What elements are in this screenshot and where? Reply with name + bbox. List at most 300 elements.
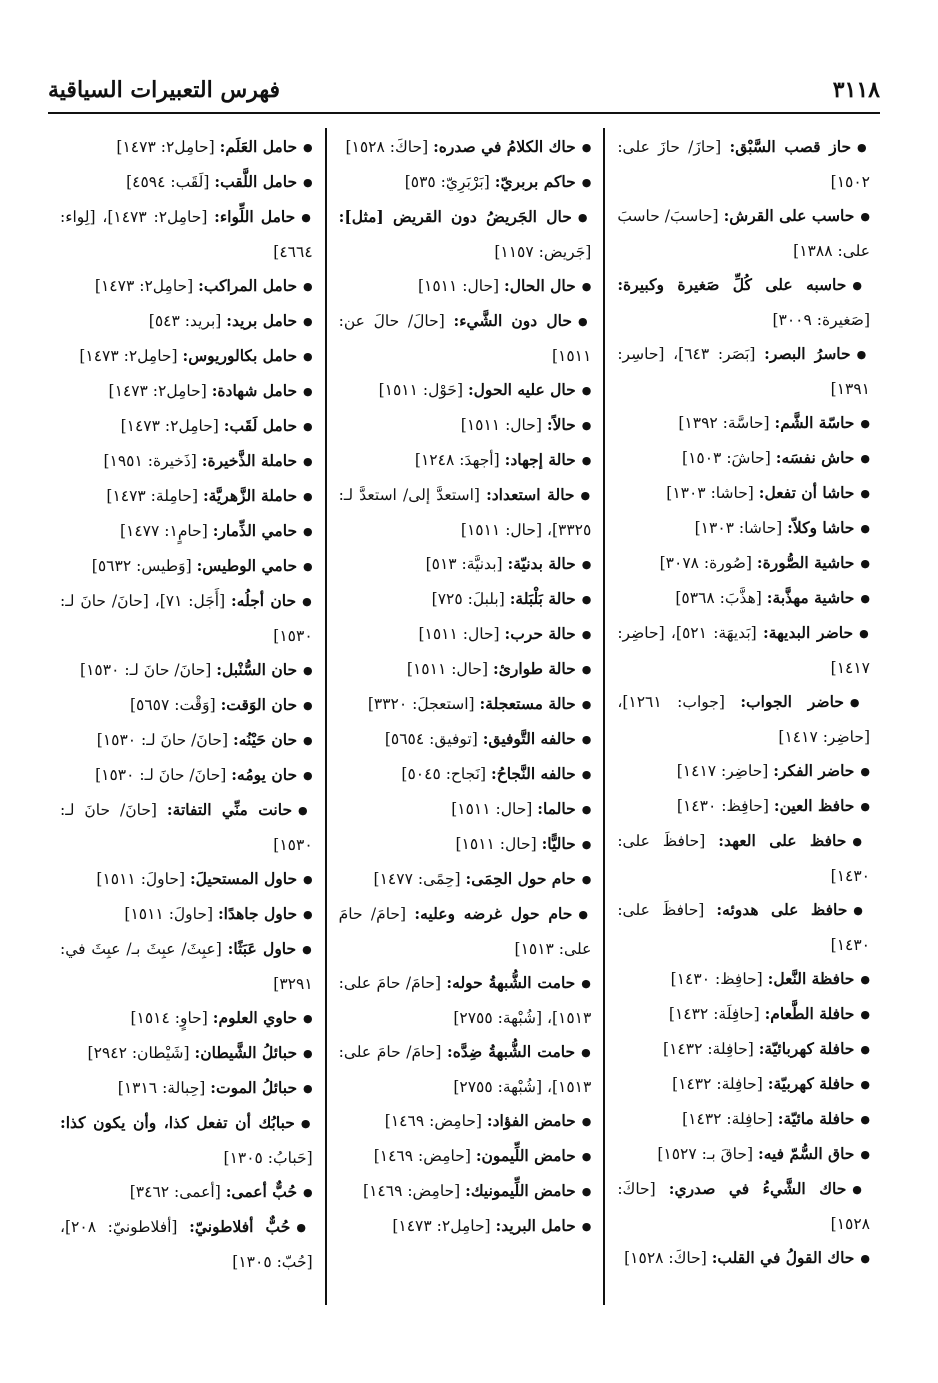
bullet-icon: ●	[581, 419, 592, 432]
entry-term: حاول عَبَثًا:	[227, 939, 297, 958]
index-entry	[339, 792, 592, 827]
index-entry	[60, 1210, 313, 1279]
index-entry	[339, 897, 592, 966]
entry-term: حاك الشَّيءُ في صدري:	[668, 1179, 847, 1198]
entry-term: حانت منِّي التفاتة:	[166, 800, 293, 819]
index-entry	[60, 862, 313, 897]
entry-reference: [حامَ/ حامَ على: ١٥١٣]، [شُبْهة: ٢٧٥٥]	[338, 974, 592, 1027]
bullet-icon: ●	[581, 628, 592, 641]
bullet-icon: ●	[860, 592, 870, 605]
entry-reference: [حامِض: ١٤٦٩]	[363, 1182, 461, 1200]
entry-reference: [حامِلة: ١٤٧٣]	[106, 487, 198, 505]
bullet-icon: ●	[581, 558, 592, 571]
bullet-icon: ●	[581, 454, 592, 467]
entry-term: حافلة مائيّة:	[777, 1109, 855, 1128]
index-entry	[617, 1067, 870, 1102]
entry-term: حاكم بربريّ:	[494, 172, 576, 191]
bullet-icon: ●	[581, 593, 592, 606]
entry-term: حالاً:	[546, 415, 576, 434]
entry-term: حاوي العلوم:	[212, 1008, 298, 1027]
entry-term: حامل بكالوريوس:	[182, 346, 298, 365]
entry-reference: [حافِلة: ١٤٣٢]	[663, 1040, 754, 1058]
bullet-icon: ●	[303, 1047, 313, 1060]
index-entry	[60, 130, 313, 165]
index-entry	[60, 653, 313, 688]
bullet-icon: ●	[581, 1046, 592, 1059]
entry-term: حاسب على القرش:	[723, 206, 855, 225]
index-entry	[617, 789, 870, 824]
entry-reference: [حازَ/ حازَ على: ١٥٠٢]	[617, 138, 870, 191]
bullet-icon: ●	[303, 385, 313, 398]
entry-term: حافظ على العهد:	[718, 831, 847, 850]
bullet-icon: ●	[303, 525, 313, 538]
entry-reference: [استعدَّ إلى/ استعدَّ لـ: ٣٣٢٥]، [حال: ١٥١١]	[338, 486, 592, 539]
entry-reference: [وَقْت: ٥٦٥٧]	[129, 696, 216, 714]
bullet-icon: ●	[581, 768, 592, 781]
entry-term: حاسبه على كُلِّ صَغيرة وكبيرة:	[617, 275, 847, 294]
entry-reference: [حافِظ: ١٤٣٠]	[676, 797, 769, 815]
entry-reference: [حِبالة: ١٣١٦]	[117, 1079, 206, 1097]
index-entry	[60, 409, 313, 444]
index-entry	[339, 1174, 592, 1209]
bullet-icon: ●	[860, 557, 870, 570]
entry-term: حامض الفؤاد:	[486, 1111, 576, 1130]
entry-term: حامل شهادة:	[211, 381, 298, 400]
index-entry	[617, 406, 870, 441]
entry-reference: [حال: ١٥١١]	[406, 660, 489, 678]
bullet-icon: ●	[303, 141, 313, 154]
bullet-icon: ●	[581, 384, 592, 397]
index-entry	[339, 827, 592, 862]
entry-term: حاق السُّمّ فيه:	[757, 1144, 855, 1163]
index-entry	[60, 549, 313, 584]
entry-reference: [حامَ/ حامَ على: ١٥١٣]، [شُبْهة: ٢٧٥٥]	[338, 1043, 592, 1096]
bullet-icon: ●	[860, 1252, 870, 1265]
entry-reference: [هذَّبَ: ٥٣٦٨]	[675, 589, 762, 607]
bullet-icon: ●	[860, 1113, 870, 1126]
bullet-icon: ●	[301, 211, 313, 224]
bullet-icon: ●	[303, 908, 313, 921]
index-entry	[339, 200, 592, 269]
index-entry	[617, 1102, 870, 1137]
entry-term: حالة بدنيّة:	[507, 554, 576, 573]
bullet-icon: ●	[303, 769, 313, 782]
entry-reference: [وَطيس: ٥٦٣٢]	[91, 557, 192, 575]
entry-term: حان أجلُه:	[231, 591, 297, 610]
index-entry	[617, 997, 870, 1032]
index-entry	[617, 511, 870, 546]
entry-term: حامل البريد:	[495, 1216, 576, 1235]
entry-reference: [استعجلَ: ٣٣٢٠]	[367, 695, 475, 713]
bullet-icon: ●	[860, 522, 870, 535]
entry-reference: [جَريض: ١١٥٧]	[494, 243, 592, 261]
bullet-icon: ●	[303, 455, 313, 468]
entry-reference: [شَيْطان: ٢٩٤٢]	[87, 1044, 190, 1062]
bullet-icon: ●	[853, 904, 870, 917]
entry-term: حال الحال:	[504, 276, 576, 295]
index-entry	[617, 130, 870, 199]
index-entry	[339, 617, 592, 652]
entry-term: حامل اللِّواء:	[214, 207, 296, 226]
bullet-icon: ●	[303, 560, 313, 573]
index-entry	[339, 1139, 592, 1174]
entry-reference: [ذَخيرة: ١٩٥١]	[103, 452, 197, 470]
entry-reference: [حافظَ على: ١٤٣٠]	[617, 832, 870, 885]
entry-term: حامل بريد:	[226, 311, 298, 330]
bullet-icon: ●	[860, 417, 870, 430]
entry-term: حاضر البديهة:	[762, 623, 854, 642]
bullet-icon: ●	[303, 873, 313, 886]
entry-reference: [حال: ١٥١١]	[417, 277, 500, 295]
entry-reference: [حامِل٢: ١٤٧٣]	[120, 417, 219, 435]
index-entry	[339, 652, 592, 687]
entry-reference: [أجهدَ: ١٢٤٨]	[414, 451, 500, 469]
entry-term: حاملة الذَّخيرة:	[201, 451, 298, 470]
index-entry	[339, 1209, 592, 1244]
bullet-icon: ●	[303, 280, 313, 293]
entry-term: حالة استعداد:	[486, 485, 575, 504]
entry-term: حالفه النَّجاحُ:	[490, 764, 576, 783]
index-entry	[339, 757, 592, 792]
entry-reference: [حَبابُ: ١٣٠٥]	[223, 1149, 313, 1167]
entry-term: حاشا وكلاّ:	[787, 518, 855, 537]
bullet-icon: ●	[581, 733, 592, 746]
entry-term: حامي الوطيس:	[196, 556, 298, 575]
index-entry	[339, 687, 592, 722]
entry-term: حاش نفسَه:	[775, 448, 855, 467]
index-entry	[60, 444, 313, 479]
index-entry	[60, 1071, 313, 1106]
bullet-icon: ●	[303, 176, 313, 189]
entry-term: حاك القولُ في القلب:	[711, 1248, 855, 1267]
entry-reference: [حانَ/ حانَ لـ: ١٥٣٠]	[95, 766, 227, 784]
entry-reference: [بدنيَّة: ٥١٣]	[425, 555, 503, 573]
entry-term: حاك الكلامُ في صدره:	[433, 137, 576, 156]
entry-reference: [حافظَ على: ١٤٣٠]	[617, 901, 870, 954]
bullet-icon: ●	[303, 1082, 313, 1095]
index-entry	[60, 758, 313, 793]
entry-reference: [حاوٍ: ١٥١٤]	[130, 1009, 208, 1027]
index-entry	[60, 1175, 313, 1210]
index-column-left	[48, 128, 327, 1305]
entry-term: حامل لَقَب:	[223, 416, 298, 435]
entry-reference: [حامِل٢: ١٤٧٣]	[94, 277, 194, 295]
entry-reference: [حافِلة: ١٤٣٢]	[682, 1110, 773, 1128]
entry-term: حبائلُ الشَّيطان:	[194, 1043, 298, 1062]
entry-reference: [حامِض: ١٤٦٩]	[384, 1112, 482, 1130]
entry-term: حامت الشُّبهةُ حوله:	[446, 973, 576, 992]
entry-term: حاليًّا:	[541, 834, 576, 853]
entry-reference: [حاسَّة: ١٣٩٢]	[678, 414, 770, 432]
bullet-icon: ●	[298, 804, 313, 817]
index-entry	[60, 584, 313, 653]
entry-reference: [لَقَب: ٤٥٩٤]	[126, 173, 210, 191]
entry-reference: [حافِلة: ١٤٣٢]	[672, 1075, 763, 1093]
entry-reference: [حانَ/ حانَ لـ: ١٥٣٠]	[59, 801, 313, 854]
entry-term: حُبٌّ أعمى:	[225, 1182, 298, 1201]
bullet-icon: ●	[860, 765, 870, 778]
page-title: فهرس التعبيرات السياقية	[48, 77, 281, 103]
entry-term: حاضر الفكر:	[773, 761, 855, 780]
index-column-middle	[327, 128, 606, 1305]
entry-reference: [حاسبَ/ حاسبَ على: ١٣٨٨]	[617, 207, 870, 260]
index-entry	[60, 932, 313, 1001]
entry-reference: [حال: ١٥١١]	[455, 835, 537, 853]
bullet-icon: ●	[581, 1185, 592, 1198]
bullet-icon: ●	[860, 1078, 870, 1091]
entry-reference: [عبِثَ/ عبِثَ بـ/ عبِثَ في: ٣٢٩١]	[59, 940, 313, 993]
bullet-icon: ●	[860, 1008, 870, 1021]
index-entry	[617, 441, 870, 476]
entry-reference: [حاشا: ١٣٠٣]	[666, 484, 754, 502]
bullet-icon: ●	[581, 141, 592, 154]
entry-term: حان حَيْنُه:	[232, 730, 298, 749]
bullet-icon: ●	[581, 803, 592, 816]
index-entry	[617, 1172, 870, 1241]
entry-term: حافظة النَّعل:	[767, 969, 855, 988]
bullet-icon: ●	[303, 420, 313, 433]
index-entry	[60, 514, 313, 549]
index-columns	[48, 128, 882, 1305]
bullet-icon: ●	[581, 1150, 592, 1163]
bullet-icon: ●	[860, 800, 870, 813]
entry-term: حافظ على هدوئه:	[716, 900, 848, 919]
bullet-icon: ●	[860, 1148, 870, 1161]
entry-reference: [حامِل٢: ١٤٧٣]	[392, 1217, 491, 1235]
index-entry	[339, 722, 592, 757]
entry-term: حاول جاهدًا:	[217, 904, 298, 923]
entry-term: حالة بَلْبَلة:	[509, 589, 576, 608]
entry-term: حال دون الشَّيء:	[453, 311, 572, 330]
entry-term: حبائلُ الموت:	[210, 1078, 298, 1097]
entry-term: حان الوَقت:	[220, 695, 298, 714]
index-entry	[339, 443, 592, 478]
index-entry	[617, 893, 870, 962]
bullet-icon: ●	[580, 489, 592, 502]
entry-term: حامض اللِّيمونيك:	[465, 1181, 576, 1200]
bullet-icon: ●	[860, 1043, 870, 1056]
entry-reference: [حاشَ: ١٥٠٣]	[682, 449, 771, 467]
index-entry	[339, 1104, 592, 1139]
bullet-icon: ●	[856, 348, 870, 361]
entry-term: حان يومُه:	[231, 765, 298, 784]
entry-reference: [حافِظ: ١٤٣٠]	[670, 970, 763, 988]
entry-reference: [صَغيرة: ٣٠٠٩]	[772, 311, 870, 329]
entry-reference: [أفلاطونيّ: ٢٠٨]، [حُبّ: ١٣٠٥]	[59, 1218, 313, 1271]
bullet-icon: ●	[860, 487, 870, 500]
bullet-icon: ●	[303, 315, 313, 328]
index-entry	[617, 824, 870, 893]
page-header	[48, 68, 880, 114]
entry-term: حامي الذِّمار:	[212, 521, 298, 540]
index-entry	[617, 1241, 870, 1276]
index-entry	[60, 165, 313, 200]
index-entry	[60, 269, 313, 304]
index-entry	[339, 547, 592, 582]
entry-term: حامت الشُّبهةُ ضِدَّه:	[447, 1042, 576, 1061]
index-entry	[60, 688, 313, 723]
bullet-icon: ●	[581, 280, 592, 293]
bullet-icon: ●	[860, 452, 870, 465]
index-entry	[60, 1036, 313, 1071]
entry-reference: [حامَ/ حامَ على: ١٥١٣]	[338, 905, 592, 958]
bullet-icon: ●	[849, 696, 871, 709]
entry-reference: [حالَ/ حالَ عن: ١٥١١]	[338, 312, 592, 365]
entry-term: حافلة كهربائيّة:	[758, 1039, 855, 1058]
bullet-icon: ●	[581, 977, 592, 990]
entry-reference: [نَجاح: ٥٠٤٥]	[401, 765, 487, 783]
entry-reference: [حانَ/ حانَ لـ: ١٥٣٠]	[80, 661, 212, 679]
index-entry	[339, 304, 592, 373]
bullet-icon: ●	[581, 873, 592, 886]
entry-reference: [حاولَ: ١٥١١]	[96, 870, 186, 888]
entry-reference: [حاكَ: ١٥٢٨]	[617, 1180, 870, 1233]
index-entry	[617, 268, 870, 337]
bullet-icon: ●	[859, 627, 871, 640]
index-entry	[339, 478, 592, 547]
index-entry	[617, 581, 870, 616]
entry-term: حام حول غرضه وعليه:	[414, 904, 573, 923]
bullet-icon: ●	[302, 595, 313, 608]
index-entry	[60, 479, 313, 514]
entry-term: حافلة الطَّعام:	[764, 1004, 855, 1023]
entry-term: حامل المراكب:	[198, 276, 298, 295]
index-entry	[60, 1106, 313, 1175]
index-column-right	[605, 128, 882, 1305]
bullet-icon: ●	[578, 908, 592, 921]
index-entry	[339, 165, 592, 200]
entry-term: حاسّة الشَّم:	[774, 413, 855, 432]
entry-term: حاشية مهذَّبة:	[766, 588, 855, 607]
entry-reference: [حاكَ: ١٥٢٨]	[345, 138, 429, 156]
index-entry	[339, 130, 592, 165]
entry-term: حاشية الصُّورة:	[756, 553, 855, 572]
index-entry	[617, 616, 870, 685]
entry-reference: [صُورة: ٣٠٧٨]	[659, 554, 752, 572]
bullet-icon: ●	[581, 1115, 592, 1128]
index-entry	[339, 582, 592, 617]
entry-term: حُبٌّ أفلاطونيّ:	[189, 1217, 291, 1236]
entry-reference: [حامِض: ١٤٦٩]	[373, 1147, 471, 1165]
entry-term: حبابُك أن تفعل كذا، وأن يكون كذا:	[59, 1113, 295, 1132]
entry-reference: [بَرْبَرِيّ: ٥٣٥]	[404, 173, 490, 191]
entry-reference: [بَصَر: ٦٤٣]، [حاسِر: ١٣٩١]	[617, 345, 870, 398]
index-entry	[60, 1001, 313, 1036]
bullet-icon: ●	[302, 943, 313, 956]
entry-term: حالة مستعجلة:	[479, 694, 576, 713]
bullet-icon: ●	[860, 210, 870, 223]
index-entry	[617, 1137, 870, 1172]
index-entry	[617, 962, 870, 997]
entry-reference: [جواب: ١٢٦١]، [حاضِر: ١٤١٧]	[617, 693, 870, 746]
index-entry	[617, 337, 870, 406]
entry-reference: [حامِل٢: ١٤٧٣]	[108, 382, 207, 400]
entry-term: حالة حرب:	[504, 624, 576, 643]
entry-reference: [بَديهَة: ٥٢١]، [حاضِر: ١٤١٧]	[617, 624, 870, 677]
entry-term: حالفه التَّوفيق:	[482, 729, 576, 748]
index-entry	[60, 897, 313, 932]
index-entry	[617, 546, 870, 581]
entry-reference: [بريد: ٥٤٣]	[148, 312, 222, 330]
index-entry	[339, 862, 592, 897]
entry-term: حالما:	[537, 799, 576, 818]
entry-reference: [حِمًى: ١٤٧٧]	[373, 870, 461, 888]
entry-term: حامل اللَّقب:	[214, 172, 298, 191]
entry-term: حافلة كهربيّة:	[767, 1074, 855, 1093]
entry-reference: [أعمى: ٣٤٦٢]	[129, 1183, 221, 1201]
bullet-icon: ●	[303, 699, 313, 712]
entry-term: حاول المستحيلَ:	[189, 869, 298, 888]
index-entry	[617, 476, 870, 511]
entry-term: حان السُّنْبل:	[216, 660, 298, 679]
entry-term: حال الجَريضُ دون القريض [مثل]:	[338, 207, 572, 226]
bullet-icon: ●	[581, 663, 592, 676]
bullet-icon: ●	[857, 141, 870, 154]
bullet-icon: ●	[581, 698, 592, 711]
bullet-icon: ●	[852, 1183, 870, 1196]
entry-term: حاضر الجواب:	[740, 692, 844, 711]
bullet-icon: ●	[303, 1186, 313, 1199]
entry-reference: [حال: ١٥١١]	[418, 625, 500, 643]
entry-term: حامل العَلَم:	[219, 137, 298, 156]
entry-term: حاسرُ البصر:	[764, 344, 851, 363]
index-entry	[339, 269, 592, 304]
entry-term: حاز قصب السَّبْق:	[729, 137, 852, 156]
bullet-icon: ●	[860, 973, 870, 986]
entry-term: حاشا أن تفعل:	[758, 483, 855, 502]
index-entry	[60, 374, 313, 409]
bullet-icon: ●	[303, 1012, 313, 1025]
bullet-icon: ●	[581, 176, 592, 189]
bullet-icon: ●	[303, 664, 313, 677]
entry-reference: [حاقَ بـ: ١٥٢٧]	[657, 1145, 754, 1163]
bullet-icon: ●	[852, 835, 871, 848]
bullet-icon: ●	[303, 734, 313, 747]
bullet-icon: ●	[303, 490, 313, 503]
entry-term: حال عليه الحول:	[467, 380, 576, 399]
entry-reference: [حاضِر: ١٤١٧]	[676, 762, 769, 780]
bullet-icon: ●	[296, 1221, 313, 1234]
entry-reference: [بلبلَ: ٧٢٥]	[431, 590, 505, 608]
entry-reference: [حامِل٢: ١٤٧٣]	[79, 347, 178, 365]
entry-reference: [حامِل٢: ١٤٧٣]، [لِواء: ٤٦٦٤]	[59, 208, 313, 261]
bullet-icon: ●	[581, 838, 592, 851]
bullet-icon: ●	[852, 279, 870, 292]
entry-reference: [حاشا: ١٣٠٣]	[694, 519, 783, 537]
index-entry	[617, 1032, 870, 1067]
entry-reference: [حاكَ: ١٥٢٨]	[624, 1249, 707, 1267]
entry-reference: [حامِل٢: ١٤٧٣]	[116, 138, 215, 156]
entry-reference: [حال: ١٥١١]	[451, 800, 533, 818]
bullet-icon: ●	[581, 1220, 592, 1233]
index-entry	[617, 754, 870, 789]
entry-reference: [حاولَ: ١٥١١]	[124, 905, 214, 923]
index-entry	[60, 723, 313, 758]
index-entry	[617, 199, 870, 268]
entry-reference: [أَجَل: ٧١]، [حانَ/ حانَ لـ: ١٥٣٠]	[59, 592, 313, 645]
index-entry	[339, 408, 592, 443]
entry-reference: [حافِلَة: ١٤٣٢]	[668, 1005, 760, 1023]
page-number: ٣١١٨	[832, 77, 880, 103]
index-entry	[339, 373, 592, 408]
entry-reference: [حانَ/ حانَ لـ: ١٥٣٠]	[96, 731, 229, 749]
bullet-icon: ●	[577, 211, 592, 224]
bullet-icon: ●	[303, 350, 313, 363]
index-entry	[60, 793, 313, 862]
entry-term: حام حول الحِمَى:	[465, 869, 576, 888]
entry-reference: [حامٍ١: ١٤٧٧]	[119, 522, 208, 540]
entry-reference: [حال: ١٥١١]	[460, 416, 542, 434]
